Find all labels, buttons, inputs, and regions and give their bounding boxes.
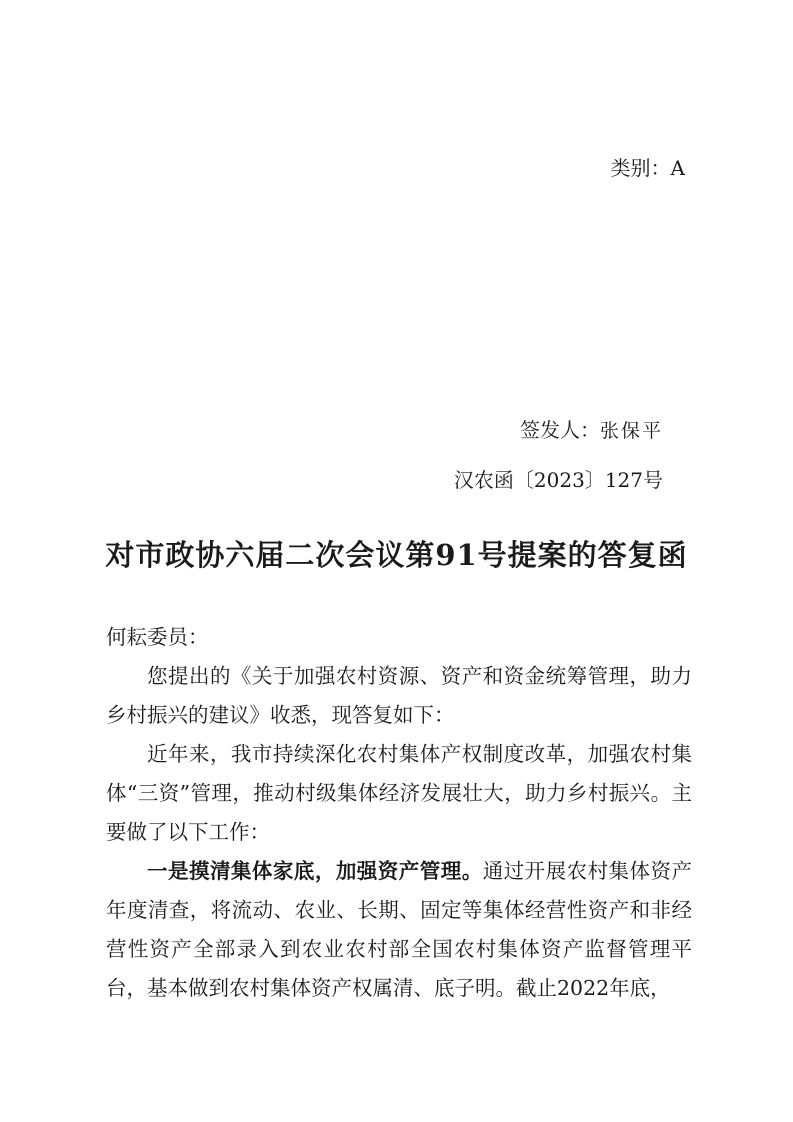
paragraph-3-text: 通过开展农村集体资产年度清查，将流动、农业、长期、固定等集体经营性资产和非经营性资产全部录入到农业农村部全国农村集体资产监督管理平台，基本做到农村集体资产权属清、底子明。截止2022年底， — [106, 859, 693, 1000]
category-label: 类别： — [610, 156, 671, 180]
document-title: 对市政协六届二次会议第91号提案的答复函 — [105, 538, 688, 572]
document-number: 汉农函〔2023〕127号 — [453, 468, 663, 492]
document-body — [106, 618, 692, 1008]
signer-name: 张保平 — [599, 420, 663, 442]
salutation: 何耘委员： — [106, 625, 209, 649]
signer-label: 签发人： — [519, 418, 600, 442]
paragraph-3-lead: 一是摸清集体家底，加强资产管理。 — [147, 859, 483, 883]
paragraph-1: 您提出的《关于加强农村资源、资产和资金统筹管理，助力乡村振兴的建议》收悉，现答复如下： — [106, 664, 692, 727]
signer-line — [520, 415, 663, 446]
paragraph-2: 近年来，我市持续深化农村集体产权制度改革，加强农村集体“三资”管理，推动村级集体经济发展壮大，助力乡村振兴。主要做了以下工作： — [106, 742, 692, 844]
category-line — [611, 153, 685, 183]
paragraph-3 — [106, 852, 692, 1008]
category-value: A — [670, 156, 685, 180]
